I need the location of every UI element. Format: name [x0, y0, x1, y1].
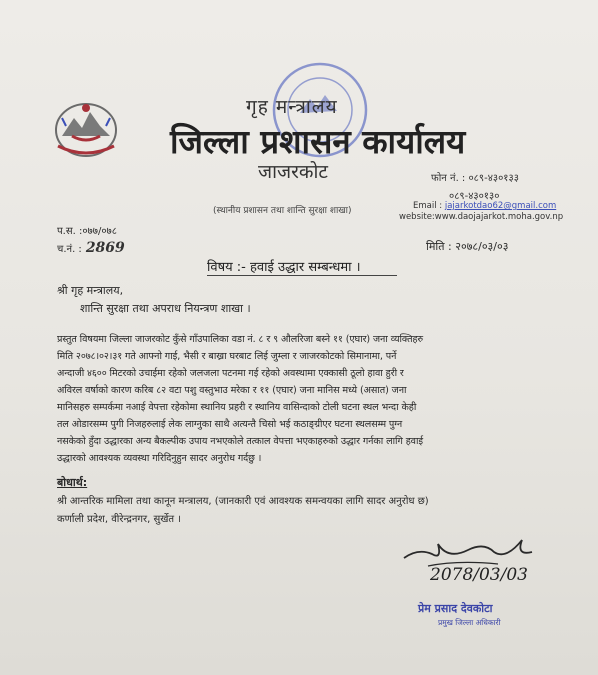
ps-label: प.स. : [57, 226, 83, 237]
date-label: मिति : [426, 240, 456, 253]
ps-reference [57, 223, 117, 237]
signatory-name: प्रेम प्रसाद देवकोटा [418, 602, 493, 615]
cc-line-2: कर्णाली प्रदेश, वीरेन्द्रनगर, सुर्खेत । [57, 514, 182, 525]
body-line: तल ओडारसम्म पुगी निजहरुलाई लेक लाग्नुका साथै अत्यन्तै चिसो भई कठाङ्ग्रीएर घटना स्थलसम्म पुग्न [57, 419, 403, 430]
signatory-title: प्रमुख जिल्ला अधिकारी [438, 618, 501, 627]
phone-1: ०८९-४३०१३३ [468, 173, 519, 184]
district-name: जाजरकोट [258, 161, 328, 183]
body-line: नसकेको हुँदा उद्धारका अन्य बैकल्पीक उपाय नभएकोले तत्काल वेपत्ता भएकाहरुको उद्धार गर्नका लागि हवाई [57, 436, 424, 447]
chn-value: 2869 [85, 240, 125, 256]
email-link[interactable]: jajarkotdao62@gmail.com [444, 201, 557, 211]
subject-line: विषय :- हवाई उद्धार सम्बन्धमा । [207, 260, 361, 275]
phone-label: फोन नं. : [431, 173, 469, 184]
letter-body [57, 331, 570, 467]
body-line: उद्धारको आवश्यक व्यवस्था गरिदिनुहुन सादर अनुरोध गर्दछु । [57, 453, 262, 464]
body-line: मानिसहरु सम्पर्कमा नआई वेपत्ता रहेकोमा स्थानिय प्रहरी र स्थानिय वासिन्दाको टोली घटना स्थल भन्दा केही [57, 402, 417, 413]
chn-label: च.नं. : [57, 244, 82, 255]
addressee-line-1: श्री गृह मन्त्रालय, [57, 284, 124, 297]
website-label: website: [399, 212, 435, 222]
letter-date [426, 239, 508, 254]
signature-date: 2078/03/03 [430, 565, 528, 585]
cc-title: बोधार्थ: [57, 476, 88, 489]
body-line: अन्दाजी ४६०० मिटरको उचाईमा रहेको जलजला पटनमा गई रहेको अवस्थामा एक्कासी ठूलो हावा हुरी र [57, 368, 404, 379]
ps-value: ०७७/०७८ [82, 226, 117, 237]
body-line: अविरल वर्षाको कारण करिब ८२ वटा पशु वस्तुभाउ मरेका र ११ (एघार) जना मानिस मध्ये (असात) जना [57, 385, 407, 396]
phone-line-1 [431, 170, 519, 184]
chn-reference [57, 240, 125, 256]
office-name: जिल्ला प्रशासन कार्यालय [170, 122, 466, 161]
cc-line-1: श्री आन्तरिक मामिला तथा कानून मन्त्रालय, (जानकारी एवं आवश्यक समन्वयका लागि सादर अनुरोध छ) [57, 496, 429, 507]
nepal-emblem-icon [48, 96, 124, 160]
section-name: (स्थानीय प्रशासन तथा शान्ति सुरक्षा शाखा) [213, 206, 352, 216]
email-label: Email : [413, 201, 445, 211]
website-line [399, 212, 563, 222]
ministry-name: गृह मन्त्रालय [246, 96, 338, 118]
addressee-line-2: शान्ति सुरक्षा तथा अपराध नियन्त्रण शाखा । [80, 302, 251, 315]
body-line: प्रस्तुत विषयमा जिल्ला जाजरकोट कुँसे गाँउपालिका वडा नं. ८ र ९ औलरिजा बस्ने ११ (एघार) जना व्यक्तिहरु [57, 334, 424, 345]
subject-underline [207, 275, 397, 276]
email-line [413, 201, 556, 211]
body-line: मिति २०७८।०२।३१ गते आफ्नो गाई, भैसी र बाख्रा घरबाट लिई जुम्ला र जाजरकोटको सिमानामा, पर्ने [57, 351, 397, 362]
date-value: २०७८/०३/०३ [455, 240, 509, 253]
phone-2: ०८९-४३०१३० [449, 191, 500, 202]
website-link[interactable]: www.daojajarkot.moha.gov.np [434, 212, 564, 222]
